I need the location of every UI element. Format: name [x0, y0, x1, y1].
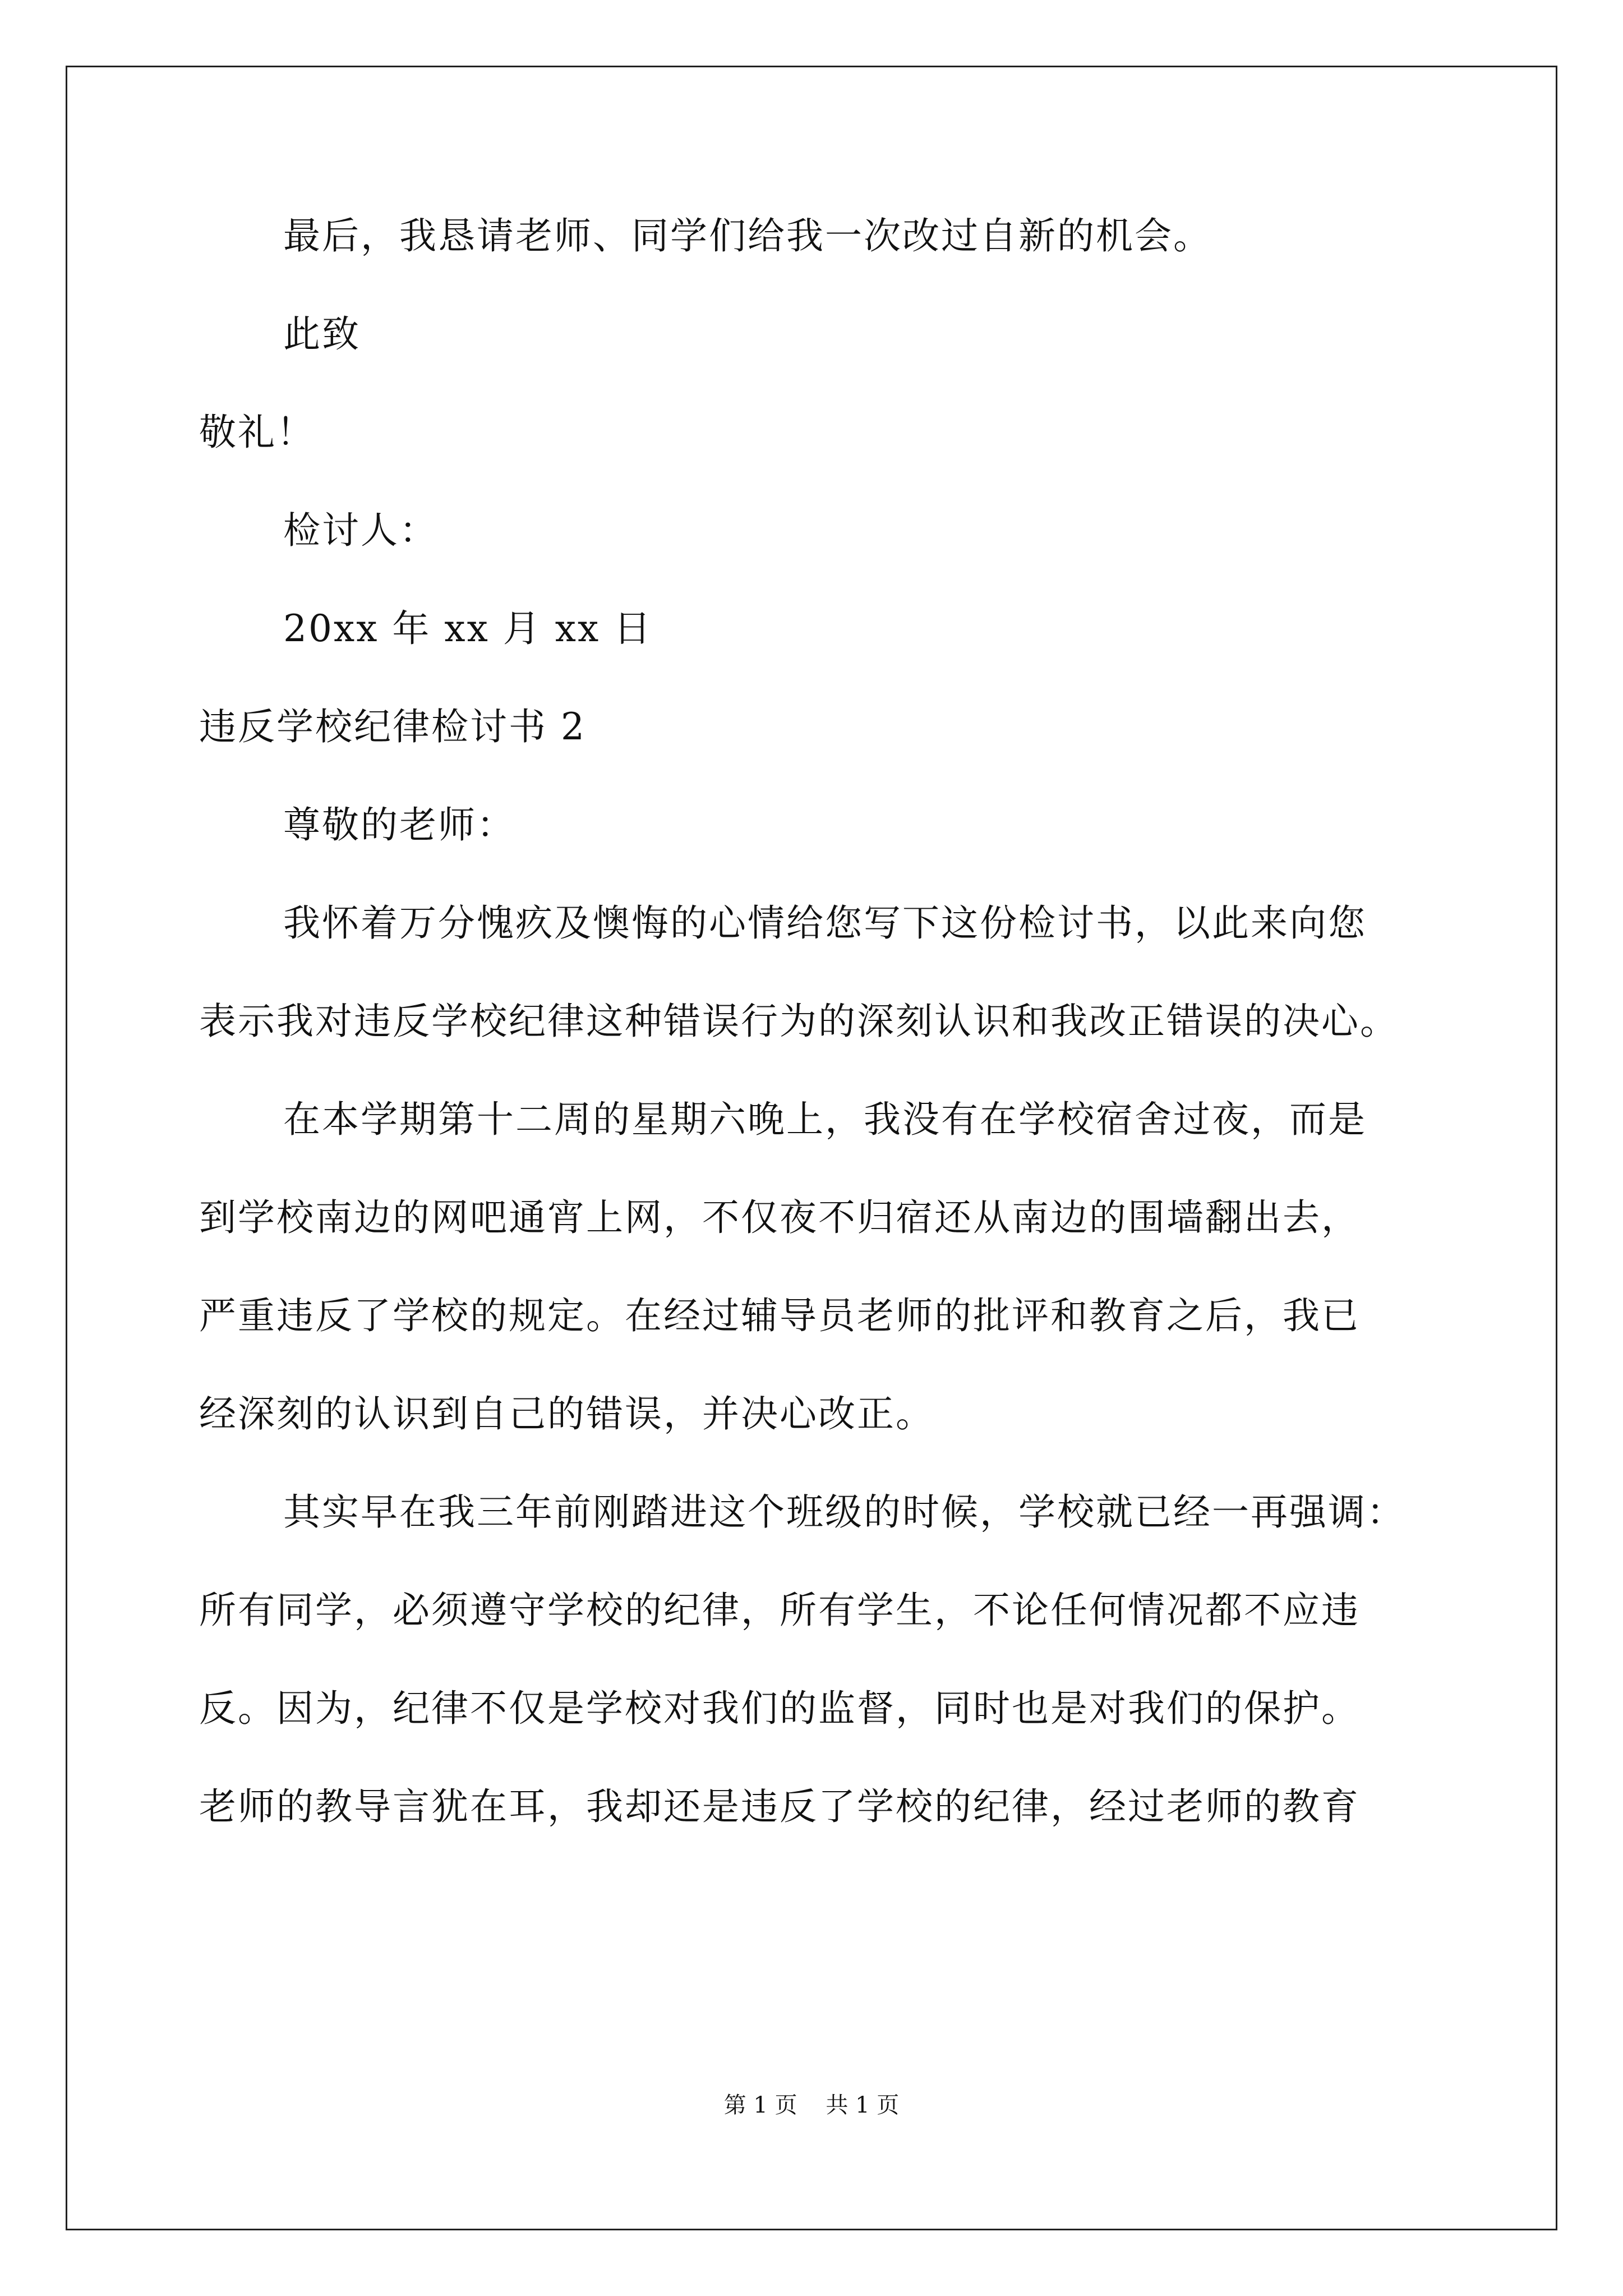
- paragraph-line: 到学校南边的网吧通宵上网，不仅夜不归宿还从南边的围墙翻出去，: [199, 1196, 1360, 1239]
- paragraph-line: 尊敬的老师：: [283, 803, 515, 846]
- paragraph-line: 此致: [283, 312, 361, 356]
- paragraph-line: 表示我对违反学校纪律这种错误行为的深刻认识和我改正错误的决心。: [199, 1000, 1399, 1043]
- paragraph-line: 在本学期第十二周的星期六晚上，我没有在学校宿舍过夜，而是: [283, 1098, 1367, 1141]
- paragraph-line: 20xx 年 xx 月 xx 日: [283, 607, 653, 650]
- paragraph-line: 老师的教导言犹在耳，我却还是违反了学校的纪律，经过老师的教育: [199, 1785, 1360, 1828]
- paragraph-line: 所有同学，必须遵守学校的纪律，所有学生，不论任何情况都不应违: [199, 1589, 1360, 1632]
- paragraph-line: 其实早在我三年前刚踏进这个班级的时候，学校就已经一再强调：: [283, 1490, 1405, 1534]
- paragraph-line: 经深刻的认识到自己的错误，并决心改正。: [199, 1392, 934, 1435]
- section-title: 违反学校纪律检讨书 2: [199, 705, 586, 748]
- paragraph-line: 反。因为，纪律不仅是学校对我们的监督，同时也是对我们的保护。: [199, 1687, 1360, 1730]
- page-number-footer: 第 1 页 共 1 页: [723, 2092, 900, 2118]
- paragraph-line: 最后，我恳请老师、同学们给我一次改过自新的机会。: [283, 214, 1212, 257]
- paragraph-line: 敬礼！: [199, 411, 315, 454]
- paragraph-line: 我怀着万分愧疚及懊悔的心情给您写下这份检讨书，以此来向您: [283, 901, 1367, 945]
- paragraph-line: 严重违反了学校的规定。在经过辅导员老师的批评和教育之后，我已: [199, 1294, 1360, 1337]
- document-body: [199, 214, 1438, 1887]
- paragraph-line: 检讨人：: [283, 509, 438, 552]
